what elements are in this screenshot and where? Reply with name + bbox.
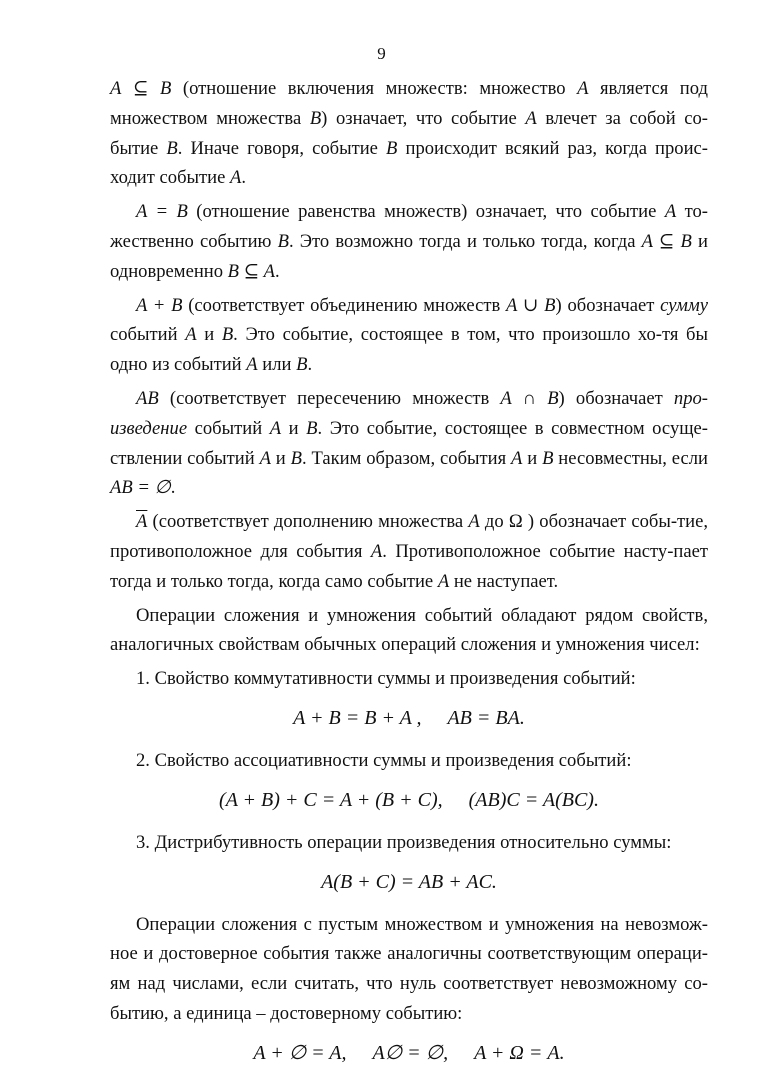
- property-1: 1. Свойство коммутативности суммы и произведения событий:: [136, 668, 636, 690]
- math-symbol: A: [437, 570, 450, 592]
- text: .: [241, 167, 247, 189]
- paragraph-empty-and-certain: Операции сложения с пустым множеством и умножения на невозмож-ное и достоверное события также аналогичны соответствующим операци-ям над числами, если считать, что нуль соответствует невозможному со-бытию, а единица – достоверному событию:: [110, 913, 708, 1024]
- formula-part: A + ∅ = A,: [253, 1041, 347, 1064]
- math-symbol: A: [110, 78, 122, 99]
- math-symbol: A: [525, 107, 537, 129]
- text: событий: [110, 324, 186, 346]
- math-symbol: A: [511, 447, 523, 469]
- math-symbol: B: [542, 447, 554, 469]
- math-expression: A ∩ B: [500, 387, 559, 409]
- math-symbol: A: [664, 201, 677, 223]
- math-symbol: B: [277, 230, 289, 252]
- text: и одновременно: [110, 230, 708, 282]
- paragraph-properties-intro: Операции сложения и умножения событий обладают рядом свойств, аналогичных свойствам обычных операций сложения и умножения чисел:: [110, 604, 708, 656]
- math-symbol: A: [185, 324, 197, 346]
- text: . Это событие, состоящее в том, что произошло хо-тя бы одно из событий: [110, 324, 709, 376]
- math-symbol: B: [290, 447, 302, 469]
- text: ) обозначает: [555, 294, 661, 316]
- math-expression: AB = ∅: [110, 477, 171, 499]
- math-symbol: Ω: [508, 511, 523, 533]
- text: (соответствует пересечению множеств: [158, 387, 501, 409]
- math-symbol: B: [306, 417, 318, 439]
- text: не наступает.: [449, 570, 559, 592]
- formula-part: A(B + C) = AB + AC.: [321, 870, 497, 893]
- math-symbol: B: [386, 137, 398, 159]
- formula-distributivity: [110, 866, 708, 898]
- text: (соответствует дополнению множества: [147, 511, 469, 533]
- formula-part: AB = BA.: [447, 706, 525, 729]
- paragraph-inclusion: [110, 74, 708, 193]
- formula-part: A + B = B + A ,: [293, 706, 422, 729]
- text: . Противоположное событие насту-пает тогда и только тогда, когда само событие: [110, 540, 708, 592]
- text: (отношение включения множеств: множество: [171, 78, 578, 99]
- math-symbol: B: [160, 78, 172, 99]
- formula-part: (AB)C = A(BC).: [468, 788, 599, 811]
- text: (соответствует объединению множеств: [182, 294, 507, 316]
- text: ) обозначает собы-тие, противоположное для события: [110, 511, 708, 562]
- math-symbol: B: [221, 324, 234, 346]
- math-symbol: A: [259, 447, 271, 469]
- text: (отношение равенства множеств) означает, что событие: [187, 201, 665, 223]
- math-symbol: B: [296, 354, 308, 376]
- formula-part: A + Ω = A.: [474, 1041, 565, 1064]
- math-expression: A ⊆ B: [641, 230, 692, 252]
- formula-part: (A + B) + C = A + (B + C),: [219, 788, 443, 811]
- math-symbol: A: [269, 417, 282, 439]
- math-symbol: B: [309, 107, 322, 129]
- text: . Это событие, состоящее в совместном осуще-ствлении событий: [110, 417, 709, 469]
- formula-commutativity: [110, 702, 708, 734]
- text: или: [257, 354, 297, 376]
- text: . Таким образом, события: [301, 447, 512, 469]
- text: ) обозначает: [558, 387, 674, 409]
- math-symbol: B: [166, 137, 178, 159]
- text: является под множеством множества: [110, 78, 708, 129]
- emphasis-term: про-изведение: [110, 387, 708, 439]
- document-body: [110, 74, 708, 1081]
- math-expression: A ∪ B: [506, 294, 556, 316]
- math-symbol: A: [246, 354, 258, 376]
- math-expression: A + B: [136, 294, 183, 316]
- text: то-жественно событию: [110, 201, 708, 252]
- text: и: [196, 324, 222, 346]
- paragraph-complement: [110, 507, 708, 596]
- math-complement: $\overline{A}$: [136, 511, 148, 533]
- math-symbol: A: [230, 167, 242, 189]
- text: до: [479, 511, 509, 533]
- paragraph-equality: [110, 197, 708, 286]
- page-number: 9: [377, 44, 386, 63]
- text: происходит всякий раз, когда проис-ходит событие: [110, 137, 708, 189]
- text: ) означает, что событие: [321, 107, 526, 129]
- text: .: [274, 260, 280, 282]
- paragraph-sum: [110, 291, 708, 380]
- text: и: [281, 417, 307, 439]
- formula-part: A∅ = ∅,: [372, 1041, 449, 1064]
- formula-associativity: [110, 784, 708, 816]
- text: .: [170, 477, 176, 499]
- text: и: [270, 447, 291, 469]
- emphasis-term: сумму: [660, 294, 708, 316]
- math-expression: B ⊆ A: [227, 260, 275, 282]
- formula-identities: [110, 1037, 708, 1069]
- text: . Иначе говоря, событие: [177, 137, 387, 159]
- math-expression: AB: [136, 387, 159, 409]
- text: . Это возможно тогда и только тогда, когда: [288, 230, 642, 252]
- math-symbol: A: [577, 78, 589, 99]
- math-symbol: A: [468, 511, 480, 533]
- text: несовместны, если: [553, 447, 708, 469]
- text: .: [307, 354, 313, 376]
- text: событий: [187, 417, 270, 439]
- property-2: 2. Свойство ассоциативности суммы и произведения событий:: [136, 749, 632, 771]
- property-3: 3. Дистрибутивность операции произведения относительно суммы:: [136, 831, 672, 853]
- math-symbol: ⊆: [132, 78, 149, 99]
- text: влечет за собой со-бытие: [110, 107, 708, 159]
- text: и: [522, 447, 543, 469]
- math-expression: A = B: [136, 201, 188, 223]
- math-symbol: A: [370, 540, 383, 562]
- paragraph-product: [110, 384, 708, 503]
